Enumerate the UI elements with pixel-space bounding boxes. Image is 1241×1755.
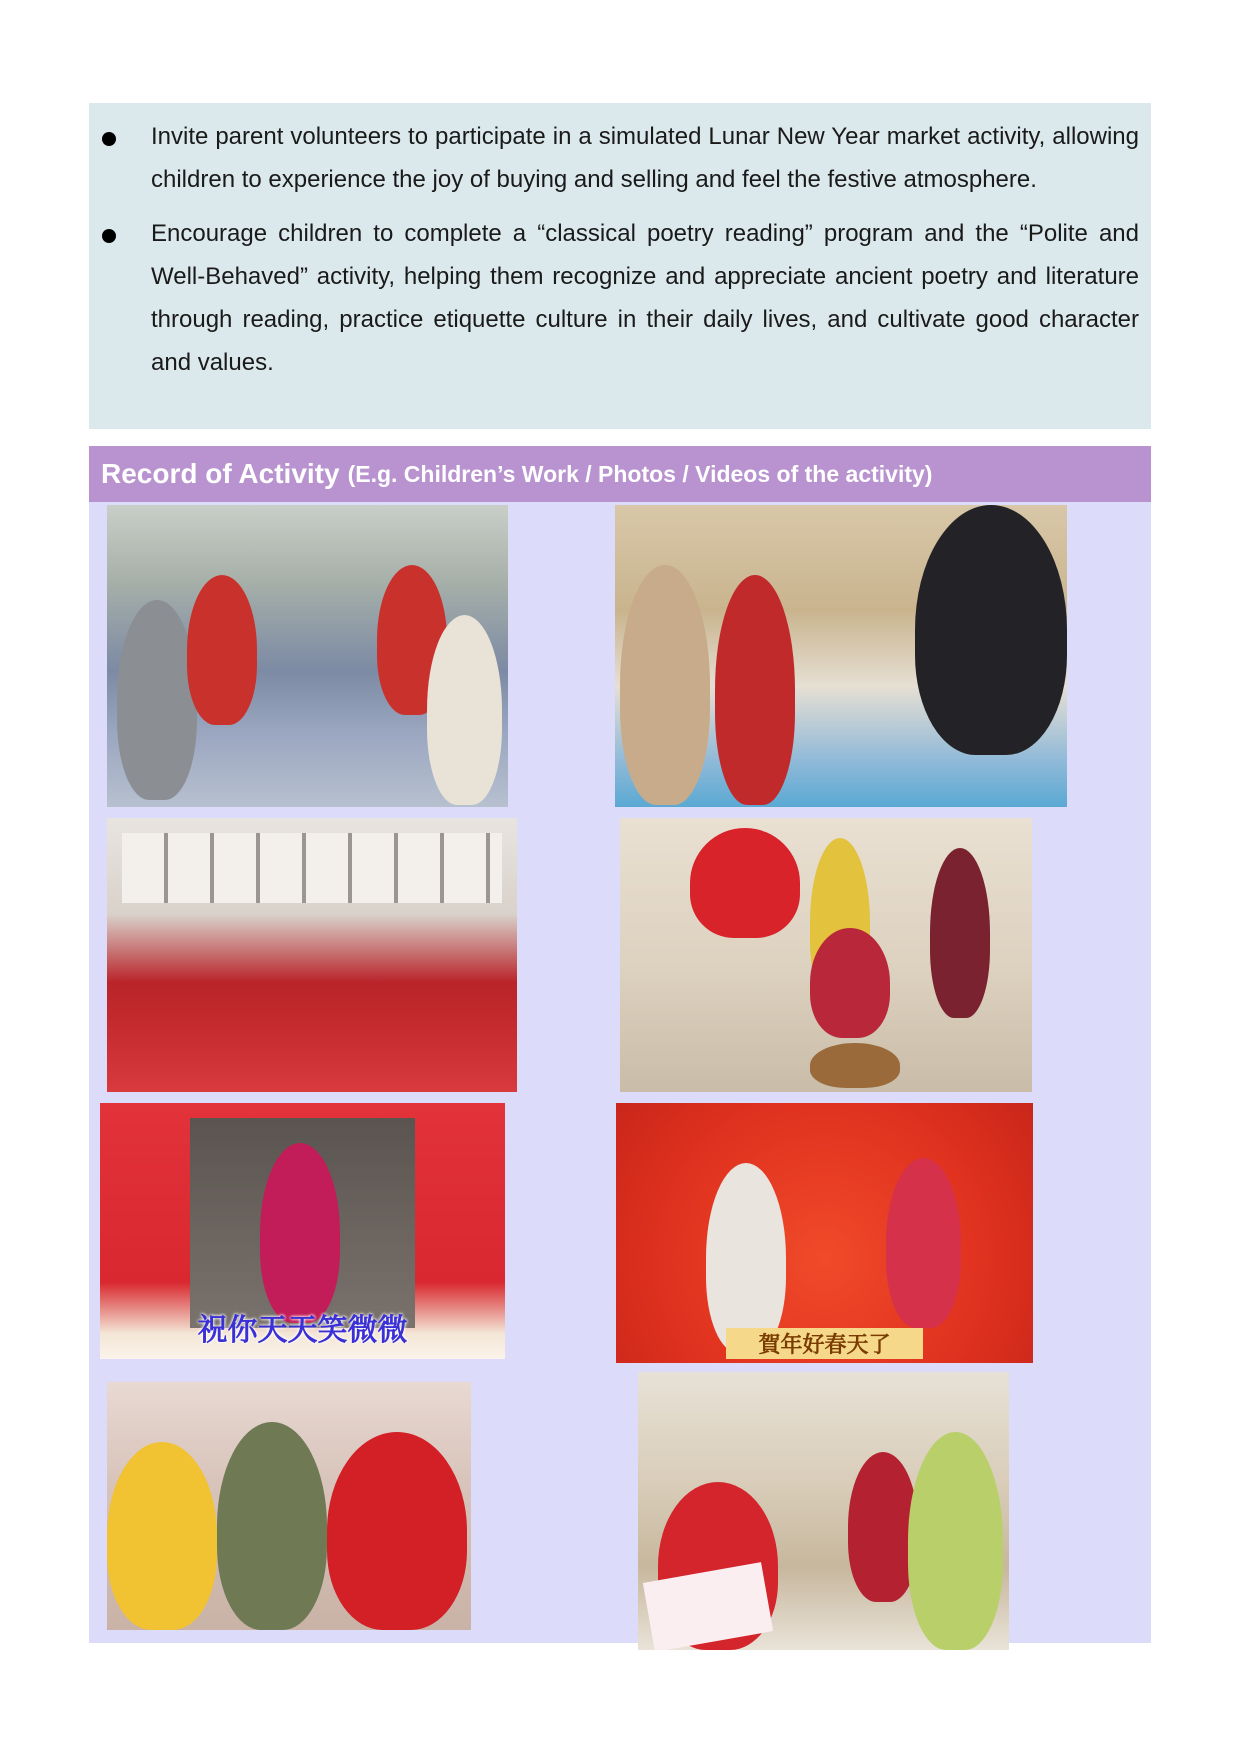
child-figure (260, 1143, 340, 1323)
child-figure (620, 565, 710, 805)
lion-head (690, 828, 800, 938)
bullet-item (89, 212, 1139, 384)
photo-caption: 祝你天天笑微微 (197, 1313, 408, 1348)
photo-lion-dance (620, 818, 1032, 1092)
bullet-item (89, 115, 1139, 201)
child-figure (107, 1442, 217, 1630)
drum (810, 1043, 900, 1088)
child-figure (327, 1432, 467, 1630)
child-figure (217, 1422, 327, 1630)
record-title: Record of Activity (101, 458, 340, 489)
child-figure (715, 575, 795, 805)
child-figure (886, 1158, 961, 1328)
photo-market-stall (615, 505, 1067, 807)
child-figure (187, 575, 257, 725)
adult-figure (915, 505, 1067, 755)
photo-classroom-table (107, 505, 508, 807)
record-subtitle: (E.g. Children’s Work / Photos / Videos of the activity) (347, 460, 933, 487)
photo-video-new-year (616, 1103, 1033, 1363)
child-figure (427, 615, 502, 805)
objectives-box (89, 103, 1151, 429)
record-header (89, 446, 1151, 502)
bullet-text: Invite parent volunteers to participate in a simulated Lunar New Year market activity, allowing children to experience the joy of buying and selling and feel the festive atmosphere. (151, 123, 1139, 193)
child-figure (810, 928, 890, 1038)
bullet-dot-icon (102, 132, 116, 146)
child-figure (930, 848, 990, 1018)
child-figure (908, 1432, 1003, 1650)
photo-teacher-game-table (638, 1372, 1009, 1650)
child-figure (706, 1163, 786, 1353)
bullet-dot-icon (102, 229, 116, 243)
child-figure (117, 600, 197, 800)
photo-class-group (107, 818, 517, 1092)
photo-video-child-greeting (100, 1103, 505, 1359)
bullet-text: Encourage children to complete a “classical poetry reading” program and the “Polite and Well-Behaved” activity, helping them recognize and appreciate ancient poetry and literature through reading, practice etiquette culture in their daily lives, and cultivate good character and values. (151, 220, 1139, 376)
photo-boys-crafts (107, 1382, 471, 1630)
window-panels (122, 833, 502, 903)
photo-caption: 賀年好春天了 (726, 1328, 923, 1359)
